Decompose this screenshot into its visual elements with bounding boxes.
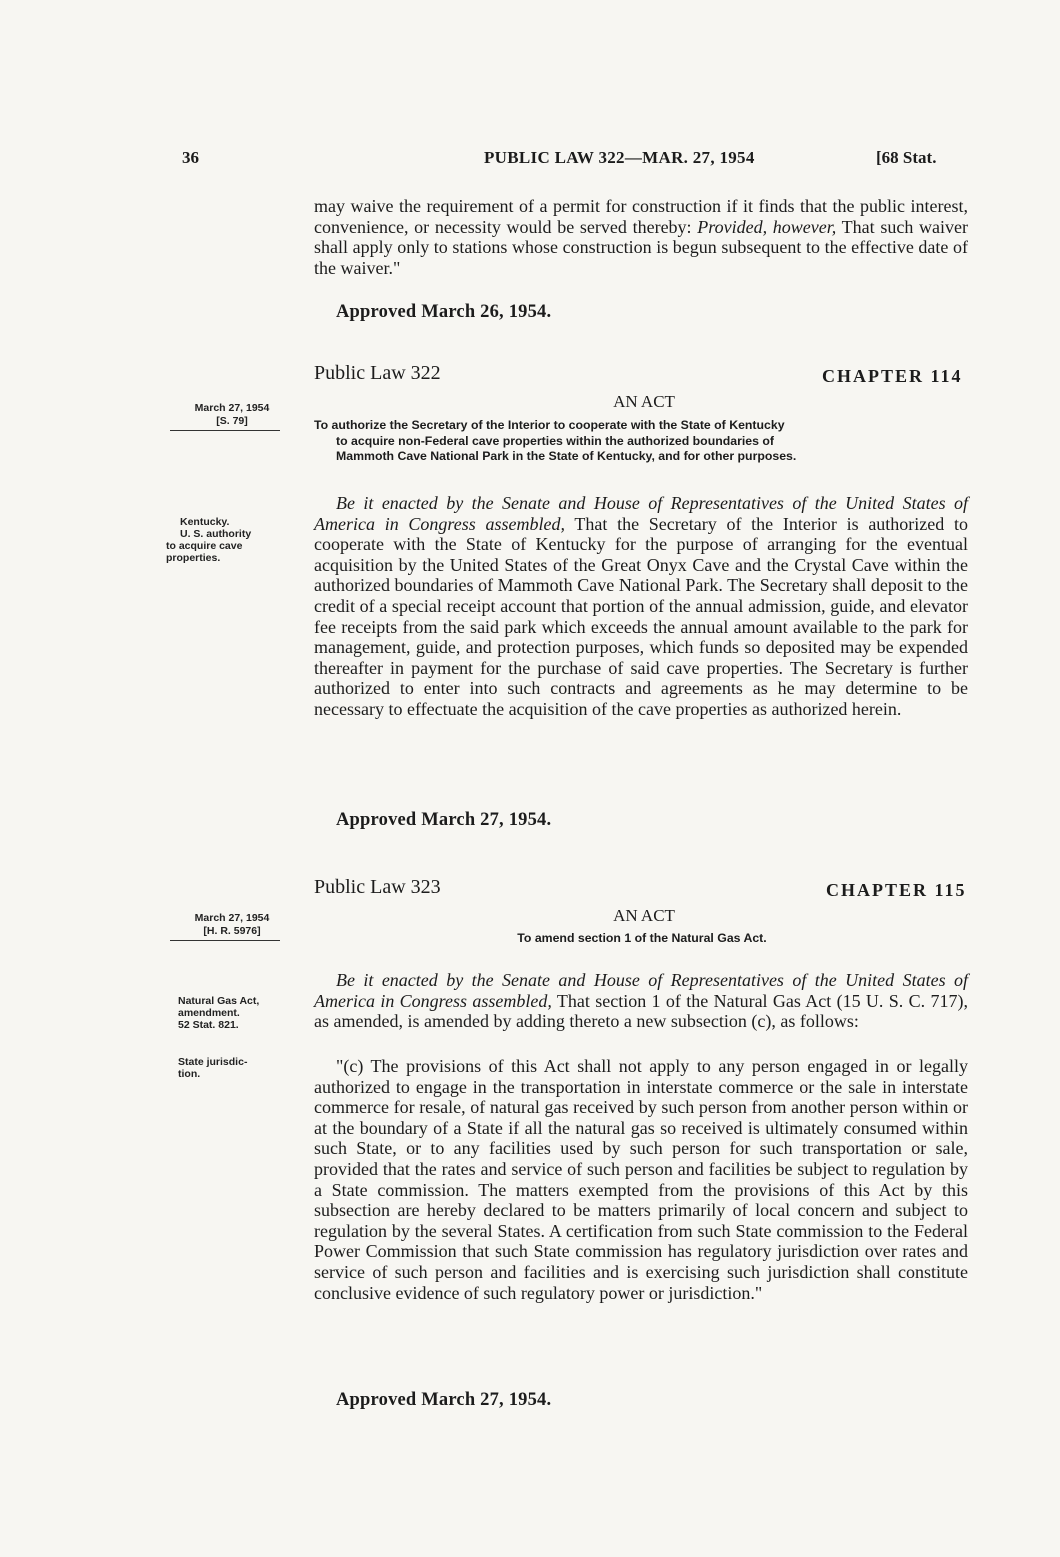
- side-note-state-jurisdiction: State jurisdic-: [178, 1056, 248, 1068]
- law-323-margin-bill: [H. R. 5976]: [203, 925, 261, 937]
- law-322-margin-date: March 27, 1954: [194, 402, 270, 414]
- side-note-tion: tion.: [178, 1068, 201, 1080]
- law-323-body-intro: [314, 970, 968, 1032]
- law-322-label: Public Law 322: [314, 362, 441, 384]
- continuation-proviso: Provided, however,: [697, 216, 837, 237]
- law-322-approved: Approved March 27, 1954.: [336, 810, 552, 830]
- margin-rule-323: [170, 940, 280, 941]
- statute-reference: [68 Stat.: [876, 148, 937, 167]
- law-323-enacting-clause: Be it enacted by the Senate and House of Representatives of the United States of America in Congress assembled,: [314, 970, 968, 1011]
- law-322-text: That the Secretary of the Interior is authorized to cooperate with the State of Kentucky for the purpose of arranging for the eventual acquisition by the United States of the Great Onyx Cave and the Crystal Cave within the authorized boundaries of Mammoth Cave National Park. The Secretary shall deposit to the credit of a special receipt account that portion of the annual admission, guide, and elevator fee receipts from the said park which exceeds the annual amount available to the park for management, guide, and protection purposes, which funds so deposited may be expended thereafter in payment for the purchase of said cave properties. The Secretary is further authorized to enter into such contracts and agreements as he may determine to be necessary to effectuate the acquisition of the cave properties as authorized herein.: [314, 513, 969, 719]
- law-322-enacting-clause: Be it enacted by the Senate and House of Representatives of the United States of America in Congress assembled,: [314, 493, 968, 534]
- prev-act-continuation: [314, 196, 968, 278]
- prev-act-approved: Approved March 26, 1954.: [336, 302, 552, 322]
- side-note-authority: U. S. authority: [180, 528, 252, 540]
- page-number: 36: [182, 148, 199, 167]
- law-323-text-1: That section 1 of the Natural Gas Act (15 U. S. C. 717), as amended, is amended by adding thereto a new subsection (c), as follows:: [314, 990, 968, 1032]
- law-323-purpose: To amend section 1 of the Natural Gas Act.: [517, 931, 767, 945]
- law-323-margin-date: March 27, 1954: [194, 912, 270, 924]
- side-note-properties: properties.: [166, 552, 221, 564]
- law-322-purpose-line-3: Mammoth Cave National Park in the State of Kentucky, and for other purposes.: [336, 449, 797, 463]
- continuation-text-a: may waive the requirement of a permit for construction if it finds that the public interest, convenience, or necessity would be served thereby:: [314, 196, 968, 237]
- running-title: PUBLIC LAW 322—MAR. 27, 1954: [484, 148, 755, 167]
- side-note-stat: 52 Stat. 821.: [178, 1019, 239, 1031]
- continuation-text-b: That such waiver shall apply only to stations whose construction is begun subsequent to the effective date of the waiver.": [314, 216, 968, 278]
- margin-rule-322: [170, 430, 280, 431]
- side-note-amendment: amendment.: [178, 1007, 240, 1019]
- running-header: [0, 148, 1060, 178]
- law-322-purpose-line-1: To authorize the Secretary of the Interior to cooperate with the State of Kentucky: [314, 418, 785, 432]
- law-323-approved: Approved March 27, 1954.: [336, 1390, 552, 1410]
- law-322-purpose-line-2: to acquire non-Federal cave properties within the authorized boundaries of: [336, 433, 774, 448]
- law-323-subsection-c: "(c) The provisions of this Act shall not apply to any person engaged in or legally authorized to engage in the transportation in interstate commerce or the sale in interstate commerce for resale, of natural gas received by such person from another person within or at the boundary of a State if all the natural gas so received is ultimately consumed within such State, or to any facilities used by such person for such transportation or sale, provided that the rates and service of such person and facilities be subject to regulation by a State commission. The matters exempted from the provisions of this Act by this subsection are hereby declared to be matters primarily of local concern and subject to regulation by the several States. A certification from such State commission to the Federal Power Commission that such State commission has regulatory jurisdiction over rates and service of such person and facilities and is exercising such jurisdiction shall constitute conclusive evidence of such regulatory power or jurisdiction.": [314, 1056, 968, 1303]
- law-322-an-act: AN ACT: [613, 392, 675, 411]
- side-note-natural-gas: Natural Gas Act,: [178, 995, 260, 1007]
- side-note-acquire: to acquire cave: [166, 540, 243, 552]
- law-322-purpose: [314, 418, 970, 465]
- law-323-label: Public Law 323: [314, 876, 441, 898]
- law-323-chapter: CHAPTER 115: [826, 880, 967, 900]
- side-note-kentucky: Kentucky.: [180, 516, 230, 528]
- law-323-an-act: AN ACT: [613, 906, 675, 925]
- law-322-chapter: CHAPTER 114: [822, 366, 963, 386]
- law-322-margin-bill: [S. 79]: [216, 415, 248, 427]
- law-322-body: [314, 493, 968, 720]
